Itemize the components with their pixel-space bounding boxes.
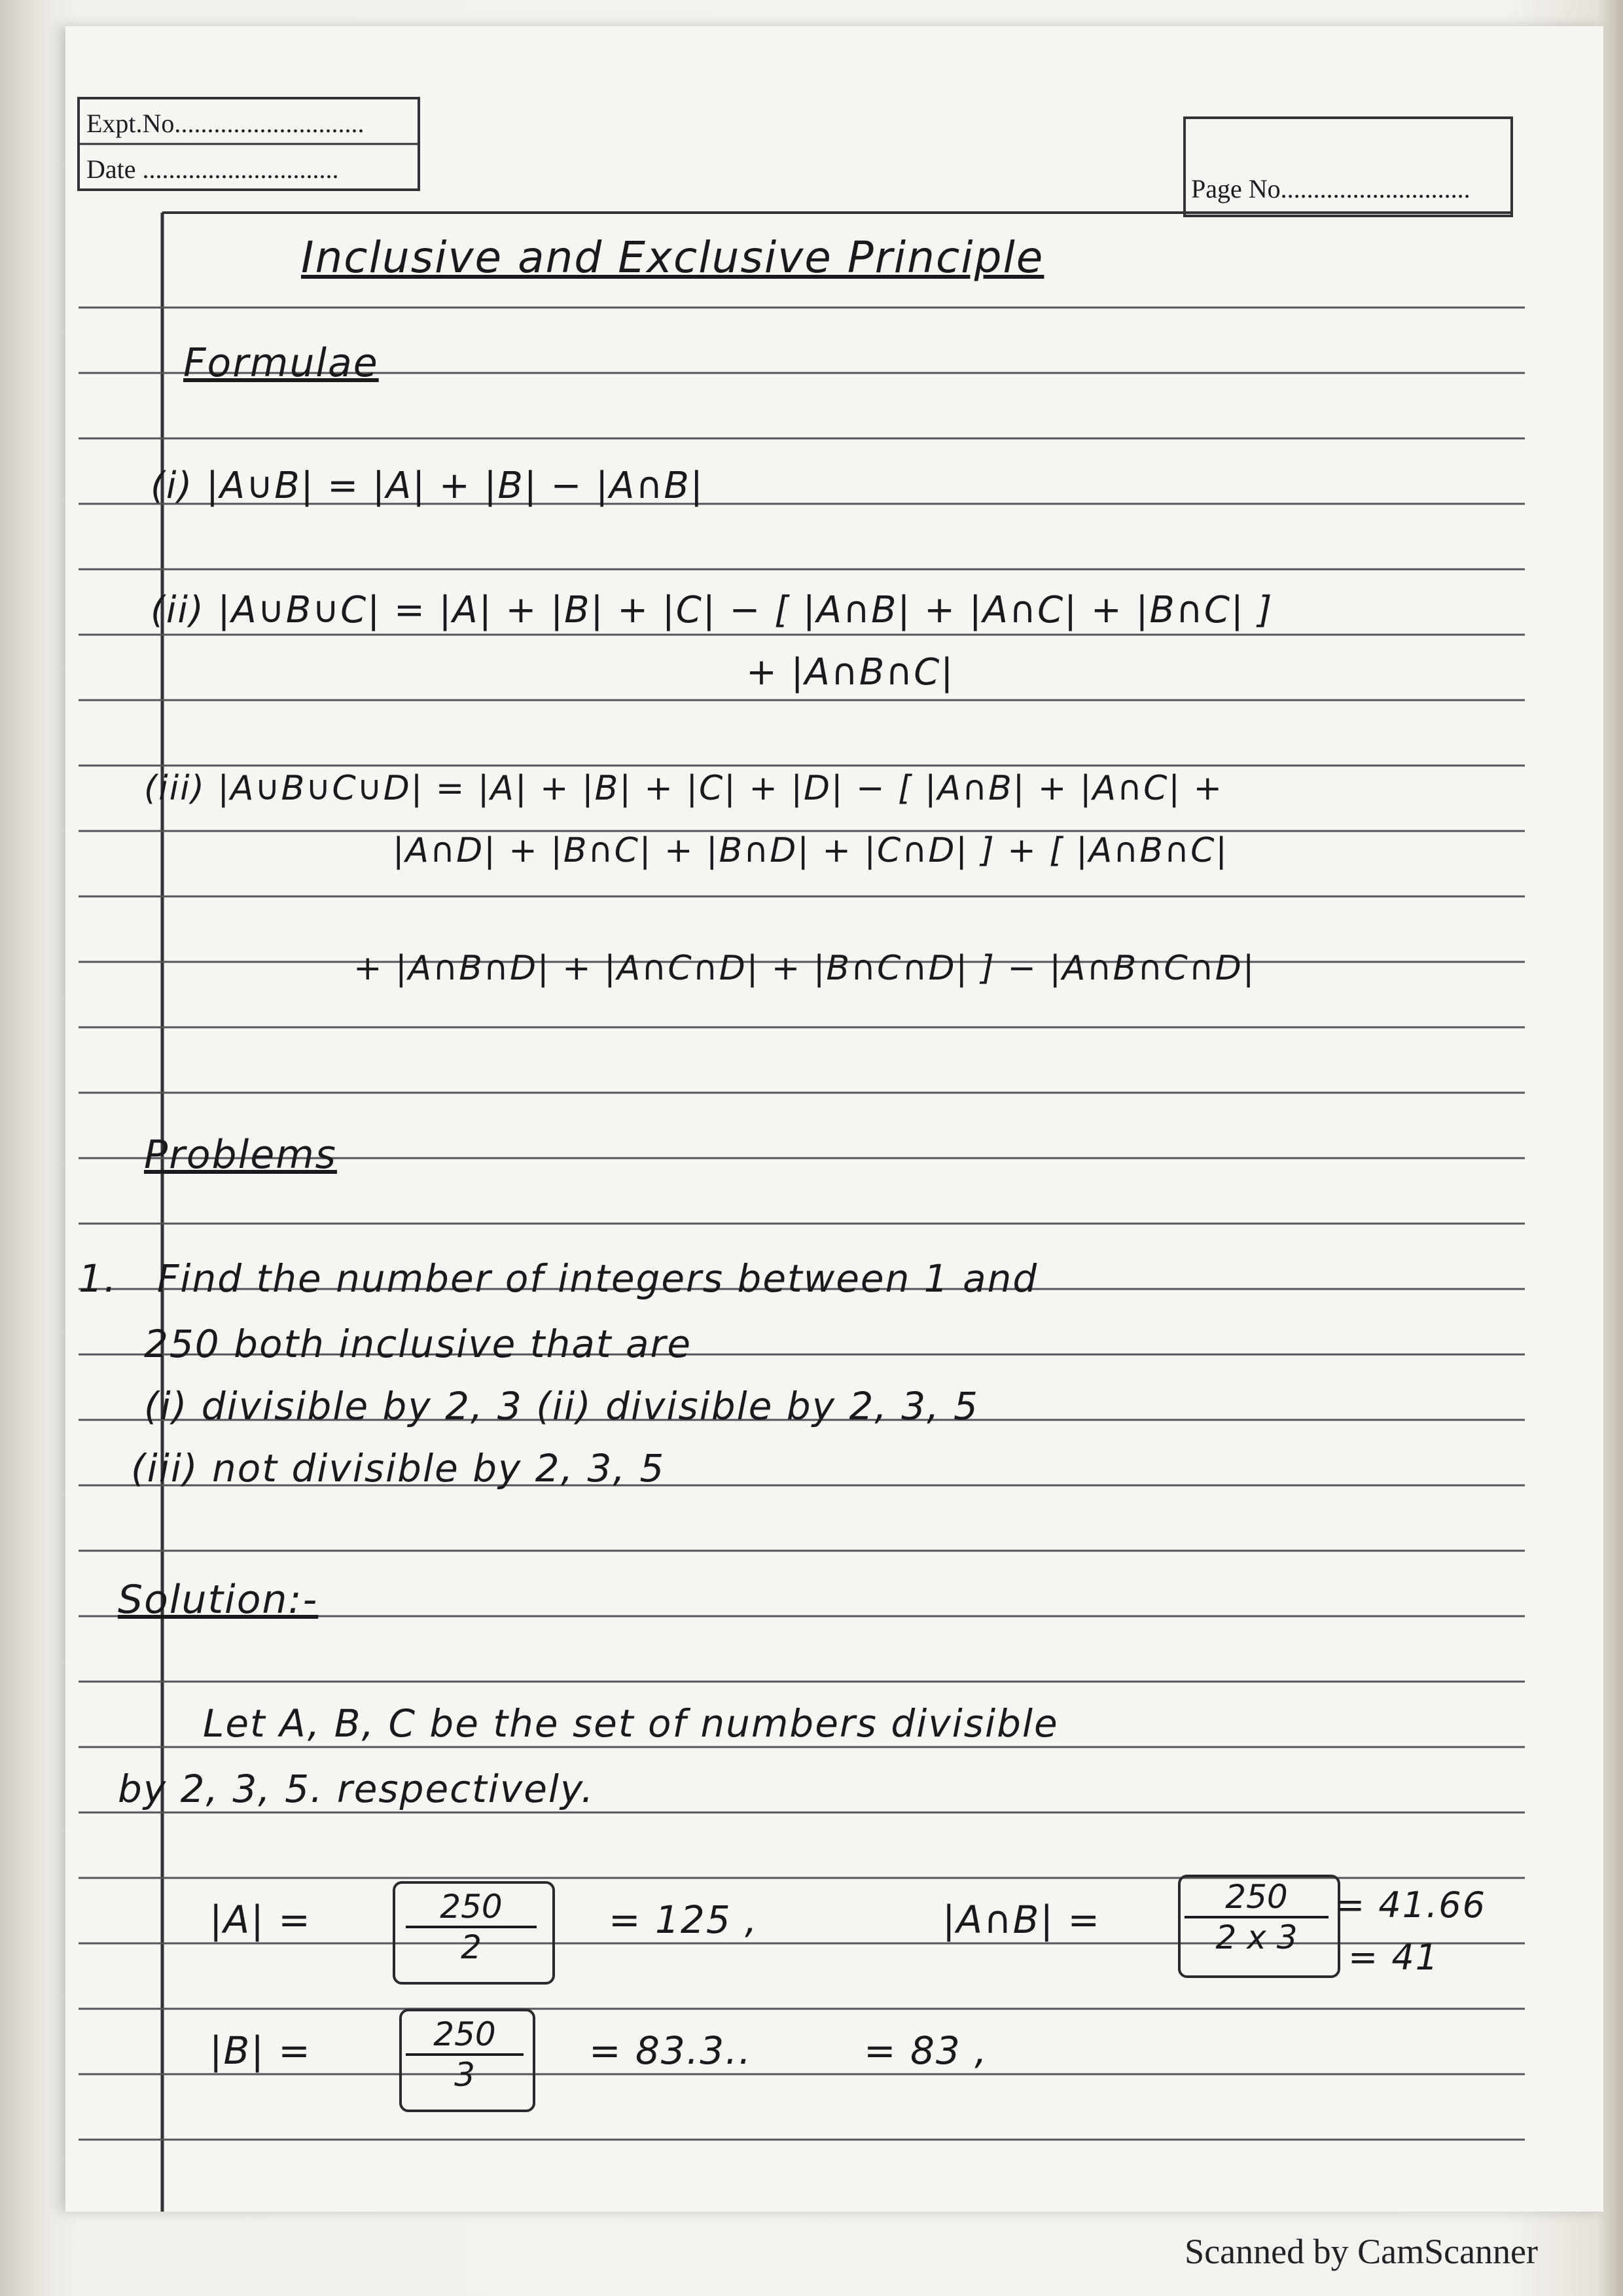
problems-heading: Problems — [144, 1132, 337, 1178]
problem-number: 1. — [79, 1256, 118, 1301]
problem-line-2: 250 both inclusive that are — [144, 1322, 692, 1366]
problem-line-3: (i) divisible by 2, 3 (ii) divisible by 2, 3, 5 — [144, 1384, 979, 1428]
set-a-result: = 125 , — [609, 1898, 758, 1942]
camscanner-watermark: Scanned by CamScanner — [1185, 2232, 1538, 2271]
set-b-result-1: = 83.3.. — [589, 2028, 753, 2073]
fraction-b — [406, 2015, 524, 2094]
page-no-label: Page No............................. — [1191, 174, 1471, 203]
notebook-sheet — [65, 26, 1603, 2212]
fraction-b-denominator: 3 — [454, 2056, 475, 2094]
fraction-ab-numerator: 250 — [1185, 1878, 1329, 1918]
formulae-heading: Formulae — [183, 340, 379, 386]
formula-2-line-1: (ii) |A∪B∪C| = |A| + |B| + |C| − [ |A∩B| + |A∩C| + |B∩C| ] — [151, 589, 1274, 631]
set-ab-result-2: = 41 — [1348, 1937, 1440, 1978]
fraction-a — [406, 1888, 537, 1966]
fraction-b-numerator: 250 — [406, 2015, 524, 2056]
set-b-result-2: = 83 , — [864, 2028, 988, 2073]
fraction-ab-denominator: 2 x 3 — [1215, 1918, 1298, 1956]
solution-line-2: by 2, 3, 5. respectively. — [118, 1767, 595, 1811]
page-title: Inclusive and Exclusive Principle — [301, 232, 1044, 283]
set-b-label: |B| = — [209, 2028, 312, 2073]
set-a-label: |A| = — [209, 1898, 312, 1942]
problem-line-1: Find the number of integers between 1 and — [157, 1256, 1039, 1301]
solution-heading: Solution:- — [118, 1577, 319, 1623]
formula-2-line-2: + |A∩B∩C| — [746, 651, 955, 694]
formula-3-line-3: + |A∩B∩D| + |A∩C∩D| + |B∩C∩D| ] − |A∩B∩C∩D| — [353, 949, 1256, 988]
expt-no-label: Expt.No............................. — [86, 109, 365, 138]
date-label: Date .............................. — [86, 154, 339, 184]
fraction-a-numerator: 250 — [406, 1888, 537, 1928]
formula-1: (i) |A∪B| = |A| + |B| − |A∩B| — [151, 465, 704, 507]
formula-3-line-1: (iii) |A∪B∪C∪D| = |A| + |B| + |C| + |D| − [ |A∩B| + |A∩C| + — [144, 769, 1224, 808]
solution-line-1: Let A, B, C be the set of numbers divisible — [203, 1701, 1059, 1746]
fraction-a-denominator: 2 — [461, 1928, 482, 1966]
formula-3-line-2: |A∩D| + |B∩C| + |B∩D| + |C∩D| ] + [ |A∩B∩C| — [393, 831, 1228, 870]
set-ab-label: |A∩B| = — [942, 1898, 1101, 1942]
problem-line-4: (iii) not divisible by 2, 3, 5 — [131, 1446, 666, 1491]
set-ab-result-1: = 41.66 — [1335, 1884, 1487, 1926]
fraction-ab — [1185, 1878, 1329, 1956]
